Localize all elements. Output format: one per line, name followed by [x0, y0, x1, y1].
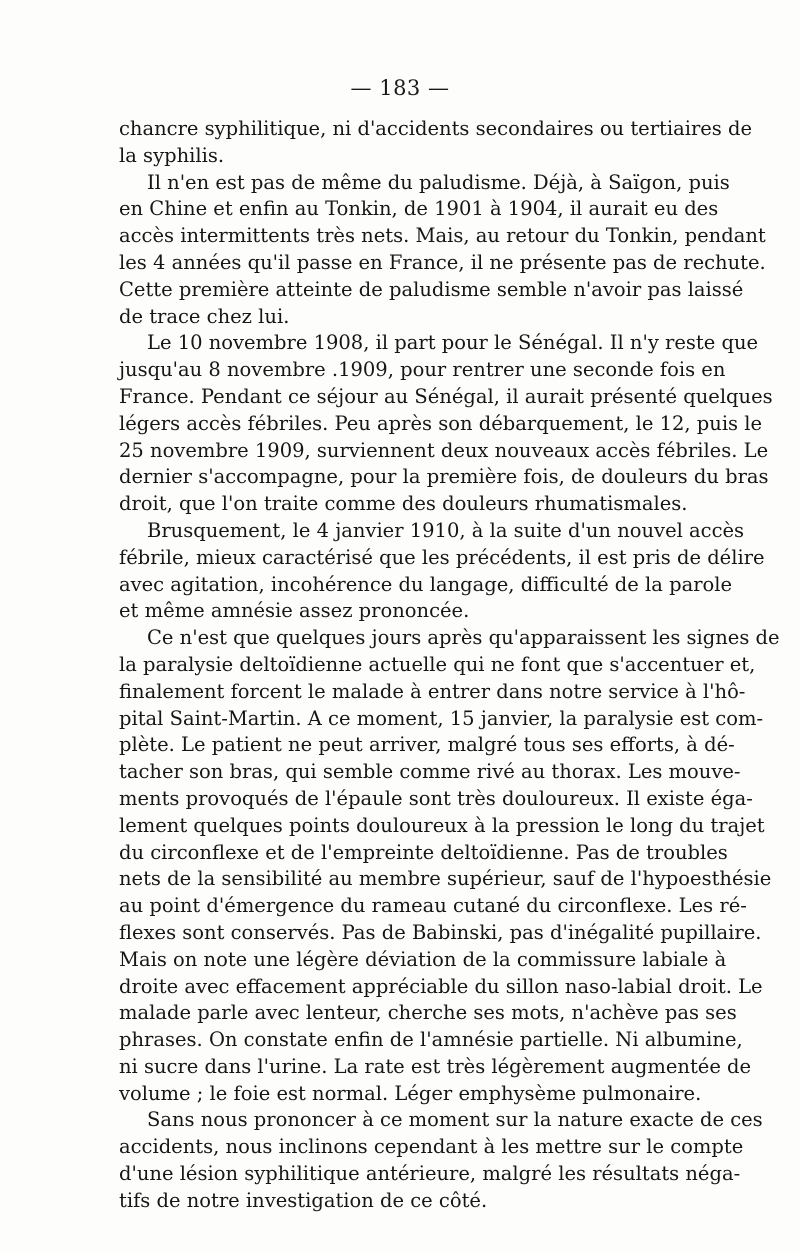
text-line: Sans nous prononcer à ce moment sur la nature exacte de ces [147, 1108, 763, 1132]
text-line: du circonflexe et de l'empreinte deltoïdienne. Pas de troubles [119, 840, 728, 864]
text-line: nets de la sensibilité au membre supérieur, sauf de l'hypoesthésie [119, 867, 772, 891]
text-line: tacher son bras, qui semble comme rivé au thorax. Les mouve- [119, 760, 741, 784]
text-line: la paralysie deltoïdienne actuelle qui ne font que s'accentuer et, [119, 652, 756, 676]
text-line: malade parle avec lenteur, cherche ses mots, n'achève pas ses [119, 1001, 737, 1025]
text-line: Brusquement, le 4 janvier 1910, à la suite d'un nouvel accès [147, 518, 745, 542]
text-line: et même amnésie assez prononcée. [119, 599, 470, 623]
paragraph [119, 330, 773, 518]
text-line: de trace chez lui. [119, 304, 290, 328]
text-line: France. Pendant ce séjour au Sénégal, il aurait présenté quelques [119, 384, 773, 408]
text-line: fébrile, mieux caractérisé que les précédents, il est pris de délire [119, 545, 765, 569]
text-line: jusqu'au 8 novembre .1909, pour rentrer une seconde fois en [119, 358, 726, 382]
body-text [119, 116, 780, 1215]
text-line: pital Saint-Martin. A ce moment, 15 janvier, la paralysie est com- [119, 706, 764, 730]
paragraph [119, 625, 780, 1107]
page-number: — 183 — [350, 76, 450, 100]
text-line: dernier s'accompagne, pour la première fois, de douleurs du bras [119, 465, 769, 489]
text-line: droite avec effacement appréciable du sillon naso-labial droit. Le [119, 974, 763, 998]
text-line: flexes sont conservés. Pas de Babinski, pas d'inégalité pupillaire. [119, 920, 762, 944]
text-line: tifs de notre investigation de ce côté. [119, 1188, 488, 1212]
text-line: les 4 années qu'il passe en France, il ne présente pas de rechute. [119, 250, 766, 274]
text-line: accès intermittents très nets. Mais, au retour du Tonkin, pendant [119, 224, 766, 248]
text-line: en Chine et enfin au Tonkin, de 1901 à 1904, il aurait eu des [119, 197, 719, 221]
text-line: 25 novembre 1909, surviennent deux nouveaux accès fébriles. Le [119, 438, 769, 462]
text-line: légers accès fébriles. Peu après son débarquement, le 12, puis le [119, 411, 763, 435]
text-line: Cette première atteinte de paludisme semble n'avoir pas laissé [119, 277, 744, 301]
paragraph [119, 116, 753, 170]
text-line: avec agitation, incohérence du langage, difficulté de la parole [119, 572, 733, 596]
text-line: ments provoqués de l'épaule sont très douloureux. Il existe éga- [119, 786, 753, 810]
text-line: Le 10 novembre 1908, il part pour le Sénégal. Il n'y reste que [147, 331, 759, 355]
paragraph [119, 1107, 763, 1214]
paragraph [119, 170, 766, 331]
text-line: Ce n'est que quelques jours après qu'apparaissent les signes de [147, 626, 780, 650]
text-line: au point d'émergence du rameau cutané du circonflexe. Les ré- [119, 894, 747, 918]
text-line: Mais on note une légère déviation de la commissure labiale à [119, 947, 727, 971]
text-line: lement quelques points douloureux à la pression le long du trajet [119, 813, 765, 837]
text-line: finalement forcent le malade à entrer dans notre service à l'hô- [119, 679, 746, 703]
paragraph [119, 518, 765, 625]
text-line: d'une lésion syphilitique antérieure, malgré les résultats néga- [119, 1162, 741, 1186]
text-line: ni sucre dans l'urine. La rate est très légèrement augmentée de [119, 1054, 752, 1078]
text-line: plète. Le patient ne peut arriver, malgré tous ses efforts, à dé- [119, 733, 735, 757]
text-line: volume ; le foie est normal. Léger emphysème pulmonaire. [119, 1081, 702, 1105]
text-line: la syphilis. [119, 143, 225, 167]
text-line: Il n'en est pas de même du paludisme. Déjà, à Saïgon, puis [147, 170, 730, 194]
text-line: chancre syphilitique, ni d'accidents secondaires ou tertiaires de [119, 117, 753, 140]
text-line: droit, que l'on traite comme des douleurs rhumatismales. [119, 492, 688, 516]
text-line: accidents, nous inclinons cependant à les mettre sur le compte [119, 1135, 744, 1159]
text-line: phrases. On constate enfin de l'amnésie partielle. Ni albumine, [119, 1028, 743, 1052]
